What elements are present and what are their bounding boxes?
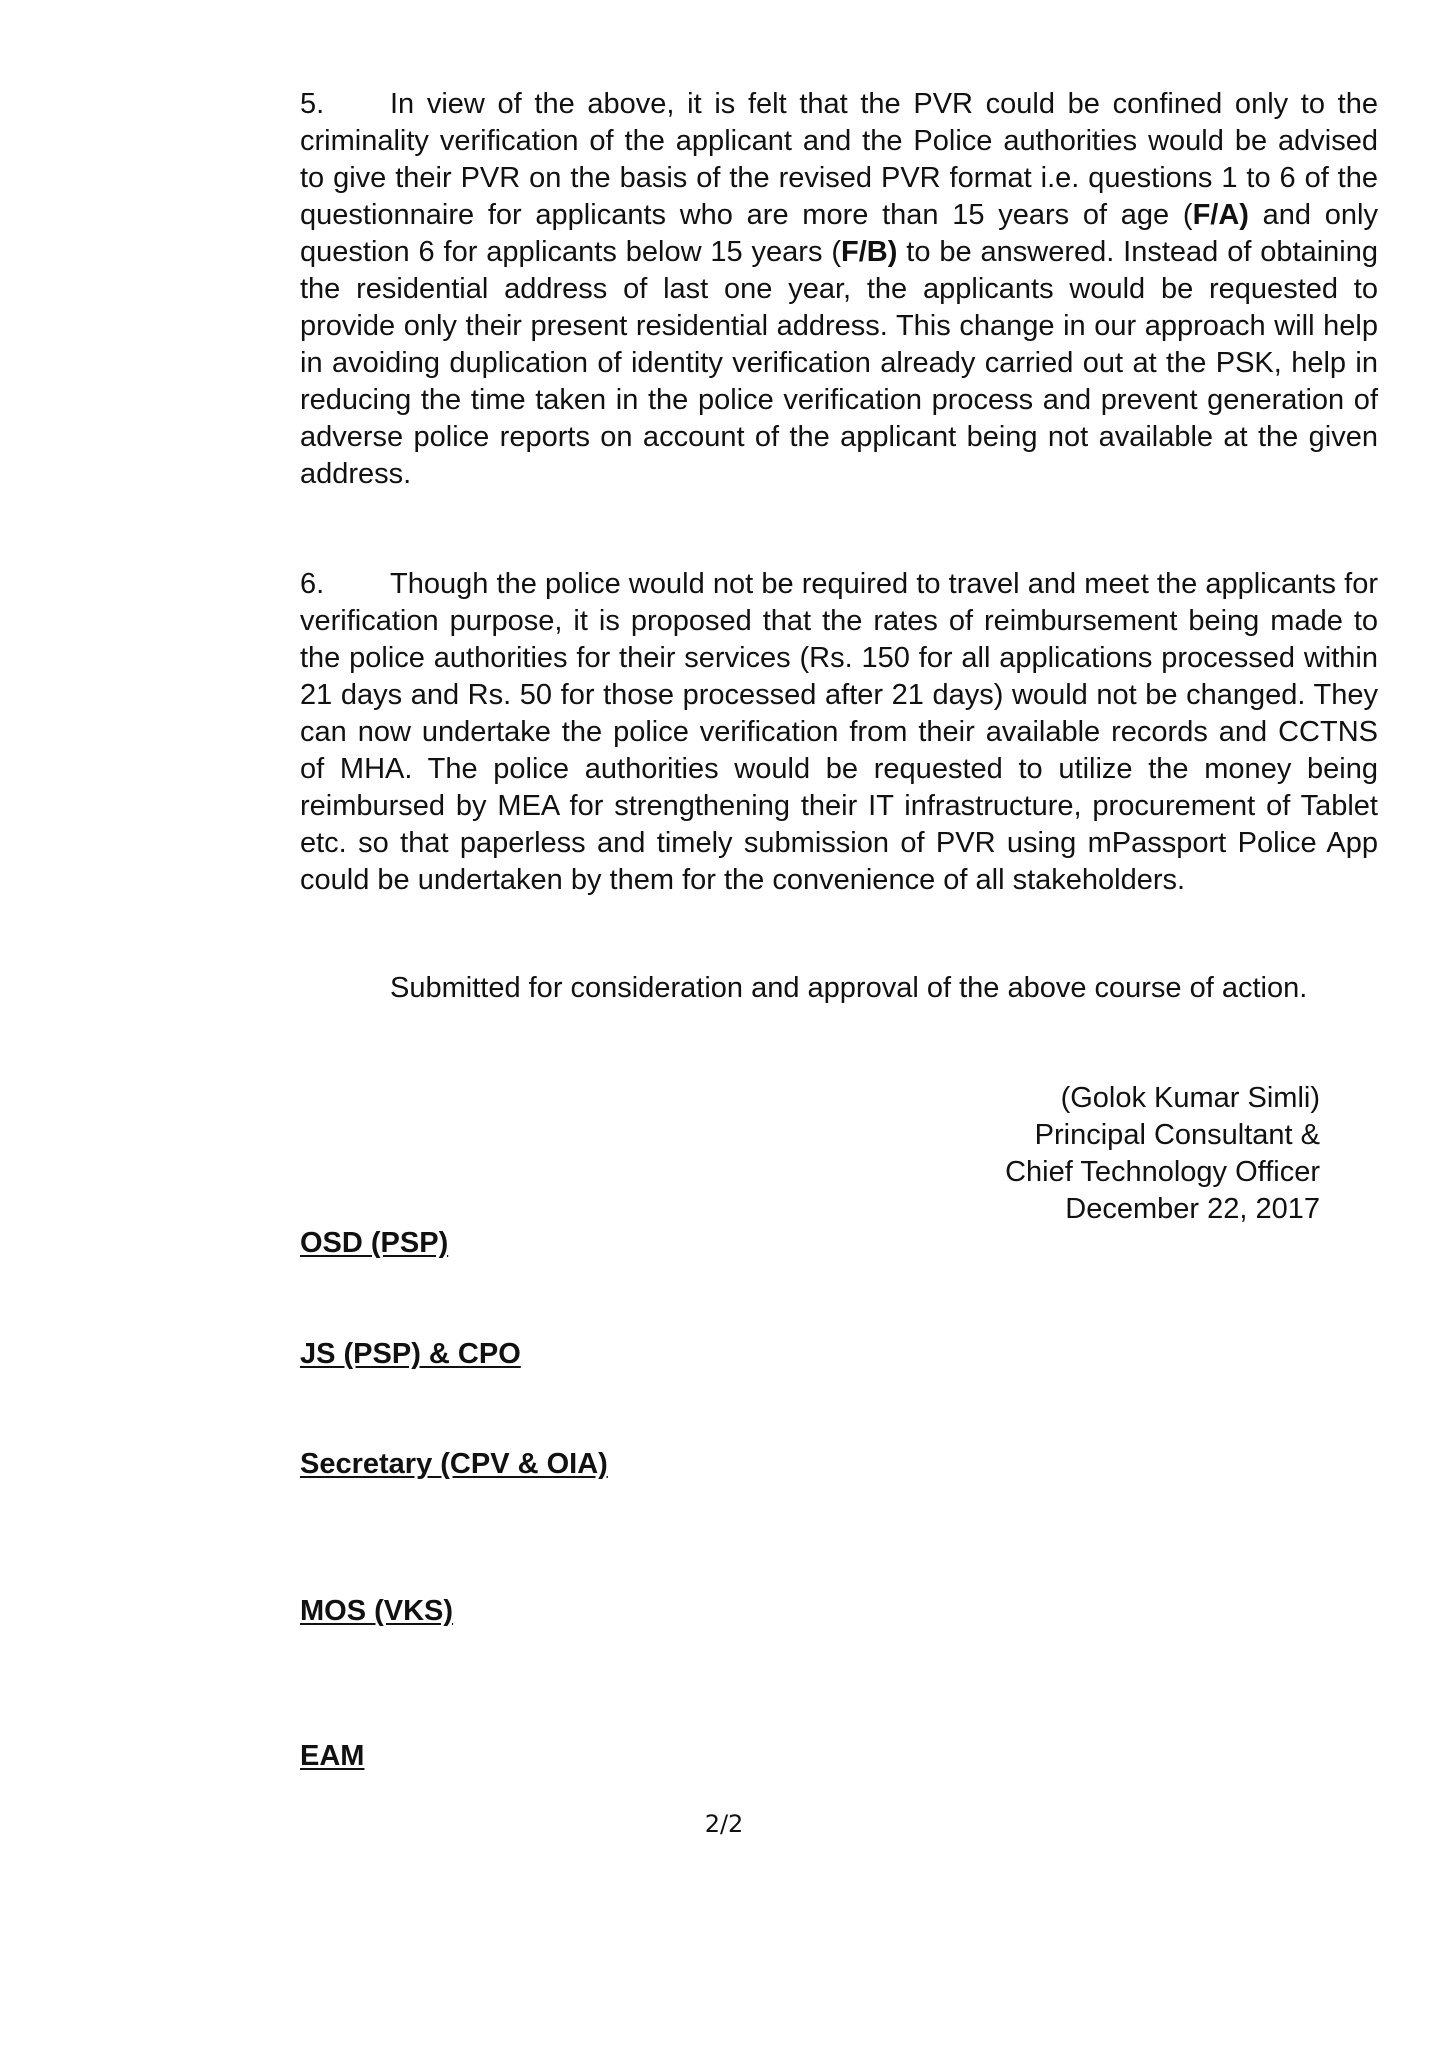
- closing-text: Submitted for consideration and approval of the above course of action.: [390, 972, 1308, 1004]
- signatory-title-2: Chief Technology Officer: [1005, 1156, 1320, 1188]
- paragraph-5-bold-fa: F/A): [1192, 199, 1249, 231]
- paragraph-5-bold-fb: F/B): [841, 236, 898, 268]
- routing-eam: EAM: [300, 1740, 365, 1772]
- page-number: 2/2: [704, 1810, 744, 1838]
- signatory-title-1: Principal Consultant &: [1034, 1119, 1320, 1151]
- signature-date: December 22, 2017: [1065, 1193, 1320, 1225]
- paragraph-5-number: 5.: [300, 88, 325, 120]
- paragraph-5-text-3: to be answered. Instead of obtaining the residential address of last one year, the applicants would be requested to provide only their present residential address. This change in our approach will help in avoiding duplication of identity verification already carried out at the PSK, help in reducing the time taken in the police verification process and prevent generation of adverse police reports on account of the applicant being not available at the given address.: [300, 236, 1378, 490]
- signature-block: [1005, 1080, 1320, 1228]
- paragraph-6: [300, 566, 1378, 899]
- paragraph-6-number: 6.: [300, 568, 325, 600]
- signatory-name: (Golok Kumar Simli): [1060, 1082, 1320, 1114]
- paragraph-5-text-1: In view of the above, it is felt that the PVR could be confined only to the criminality verification of the applicant and the Police authorities would be advised to give their PVR on the basis of the revised PVR format i.e. questions 1 to 6 of the questionnaire for applicants who are more than 15 years of age (: [300, 88, 1378, 231]
- routing-secretary-cpv-oia: Secretary (CPV & OIA): [300, 1448, 608, 1480]
- paragraph-5-text-2: and only question 6 for applicants below 15 years (: [300, 199, 1378, 268]
- routing-osd-psp: OSD (PSP): [300, 1227, 449, 1259]
- routing-js-psp-cpo: JS (PSP) & CPO: [300, 1338, 521, 1370]
- paragraph-5: [300, 86, 1378, 493]
- closing-paragraph: [300, 970, 1378, 1007]
- routing-mos-vks: MOS (VKS): [300, 1595, 454, 1627]
- paragraph-6-text: Though the police would not be required to travel and meet the applicants for verification purpose, it is proposed that the rates of reimbursement being made to the police authorities for their services (Rs. 150 for all applications processed within 21 days and Rs. 50 for those processed after 21 days) would not be changed. They can now undertake the police verification from their available records and CCTNS of MHA. The police authorities would be requested to utilize the money being reimbursed by MEA for strengthening their IT infrastructure, procurement of Tablet etc. so that paperless and timely submission of PVR using mPassport Police App could be undertaken by them for the convenience of all stakeholders.: [300, 568, 1378, 896]
